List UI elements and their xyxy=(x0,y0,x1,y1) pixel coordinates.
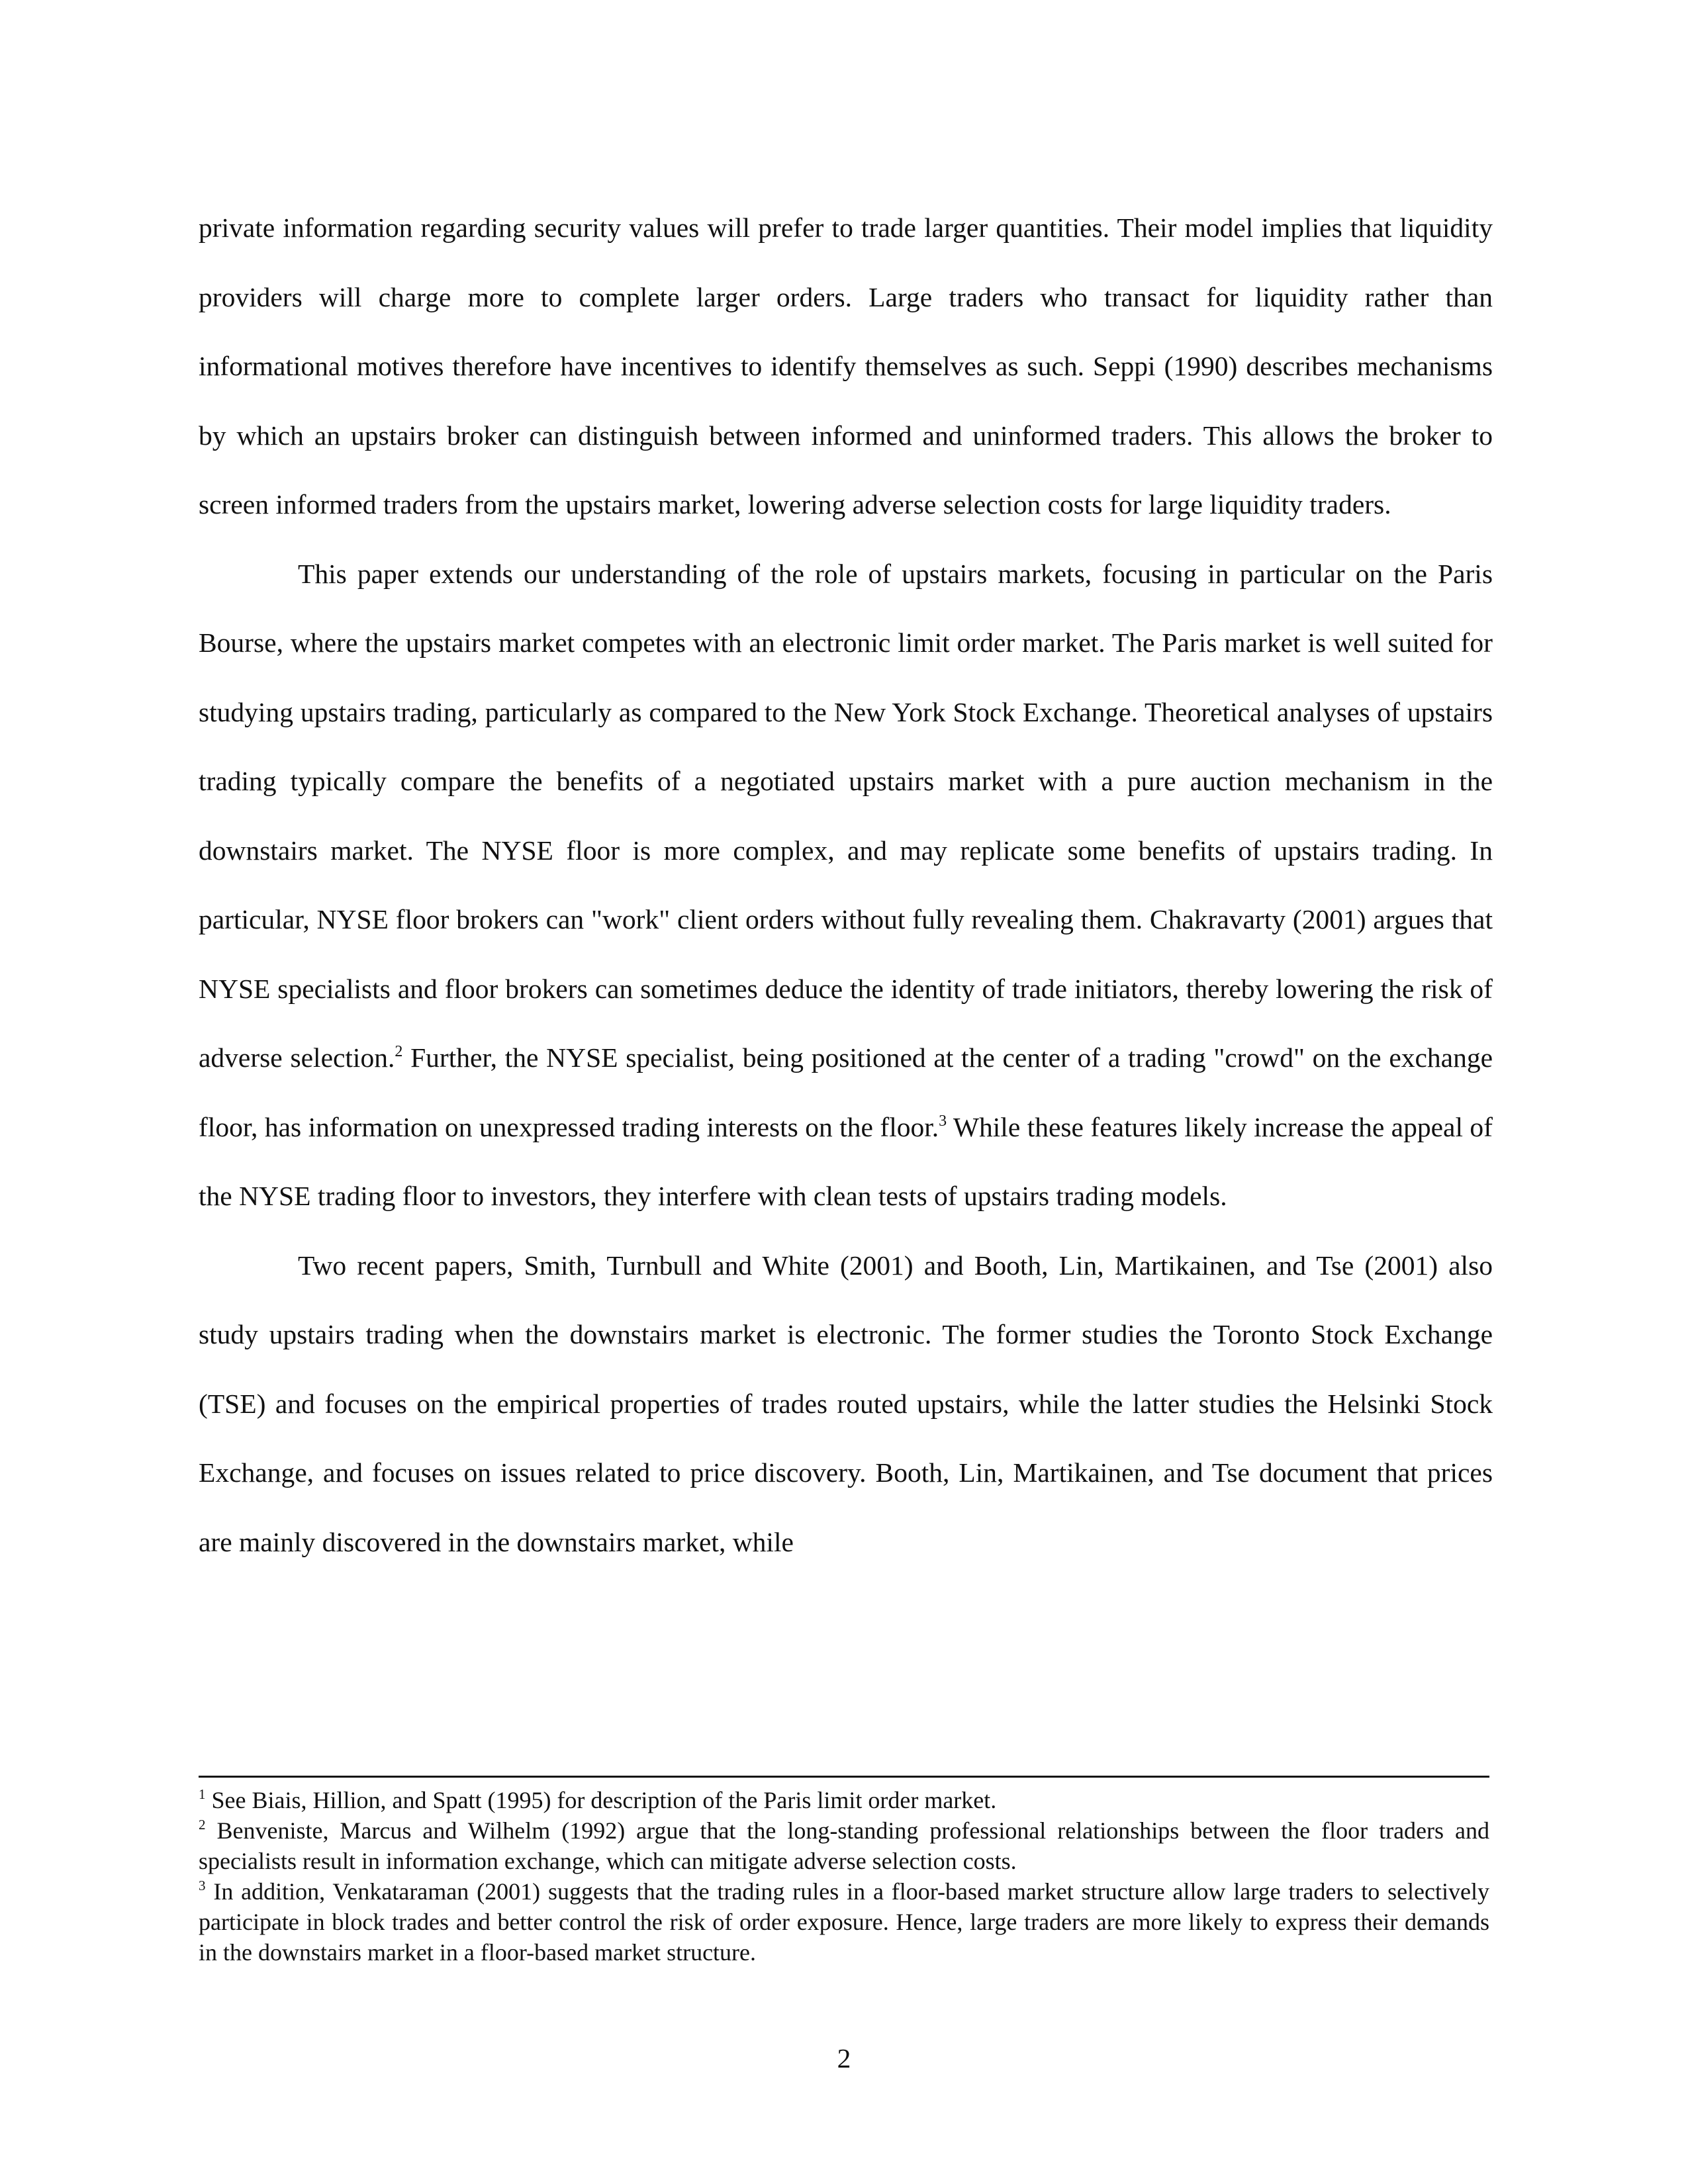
page-number: 2 xyxy=(837,2043,851,2073)
paragraph-2 xyxy=(199,539,1493,1231)
footnotes xyxy=(199,1785,1489,1968)
footnote-1-mark: 1 xyxy=(199,1786,206,1802)
footnote-2-mark: 2 xyxy=(199,1817,206,1833)
paragraph-1: private information regarding security values will prefer to trade larger quantities. Their model implies that liquidity providers will charge more to complete larger orders. Large traders who transact for liquidity rather than informational motives therefore have incentives to identify themselves as such. Seppi (1990) describes mechanisms by which an upstairs broker can distinguish between informed and uninformed traders. This allows the broker to screen informed traders from the upstairs market, lowering adverse selection costs for large liquidity traders. xyxy=(199,212,1493,520)
footnote-3-text: In addition, Venkataraman (2001) suggests that the trading rules in a floor-based market structure allow large traders to selectively participate in block trades and better control the risk of order exposure. Hence, large traders are more likely to express their demands in the downstairs market in a floor-based market structure. xyxy=(199,1878,1489,1966)
footnote-1-text: See Biais, Hillion, and Spatt (1995) for description of the Paris limit order market. xyxy=(205,1787,997,1813)
footnote-2 xyxy=(199,1815,1489,1876)
body-text xyxy=(199,193,1493,1576)
footnote-2-text: Benveniste, Marcus and Wilhelm (1992) argue that the long-standing professional relationships between the floor traders and specialists result in information exchange, which can mitigate adverse selection costs. xyxy=(199,1817,1489,1874)
paragraph-2-part-a: This paper extends our understanding of the role of upstairs markets, focusing in particular on the Paris Bourse, where the upstairs market competes with an electronic limit order market. The Paris market is well suited for studying upstairs trading, particularly as compared to the New York Stock Exchange. Theoretical analyses of upstairs trading typically compare the benefits of a negotiated upstairs market with a pure auction mechanism in the downstairs market. The NYSE floor is more complex, and may replicate some benefits of upstairs trading. In particular, NYSE floor brokers can "work" client orders without fully revealing them. Chakravarty (2001) argues that NYSE specialists and floor brokers can sometimes deduce the identity of trade initiators, thereby lowering the risk of adverse selection. xyxy=(199,558,1493,1073)
paragraph-2-part-c: While these features likely increase the appeal of the NYSE trading floor to investors, they interfere with clean tests of upstairs trading models. xyxy=(199,1111,1493,1211)
footnote-3 xyxy=(199,1876,1489,1968)
footnote-3-mark: 3 xyxy=(199,1878,206,1893)
footnote-ref-2[interactable]: 2 xyxy=(395,1043,403,1060)
paragraph-3: Two recent papers, Smith, Turnbull and White (2001) and Booth, Lin, Martikainen, and Tse (2001) also study upstairs trading when the downstairs market is electronic. The former studies the Toronto Stock Exchange (TSE) and focuses on the empirical properties of trades routed upstairs, while the latter studies the Helsinki Stock Exchange, and focuses on issues related to price discovery. Booth, Lin, Martikainen, and Tse document that prices are mainly discovered in the downstairs market, while xyxy=(199,1250,1493,1557)
footnote-ref-3[interactable]: 3 xyxy=(939,1112,947,1130)
footnote-1 xyxy=(199,1785,1489,1815)
footnote-separator xyxy=(199,1776,1489,1778)
paragraph-2-part-b: Further, the NYSE specialist, being positioned at the center of a trading "crowd" on the exchange floor, has information on unexpressed trading interests on the floor. xyxy=(199,1042,1493,1142)
